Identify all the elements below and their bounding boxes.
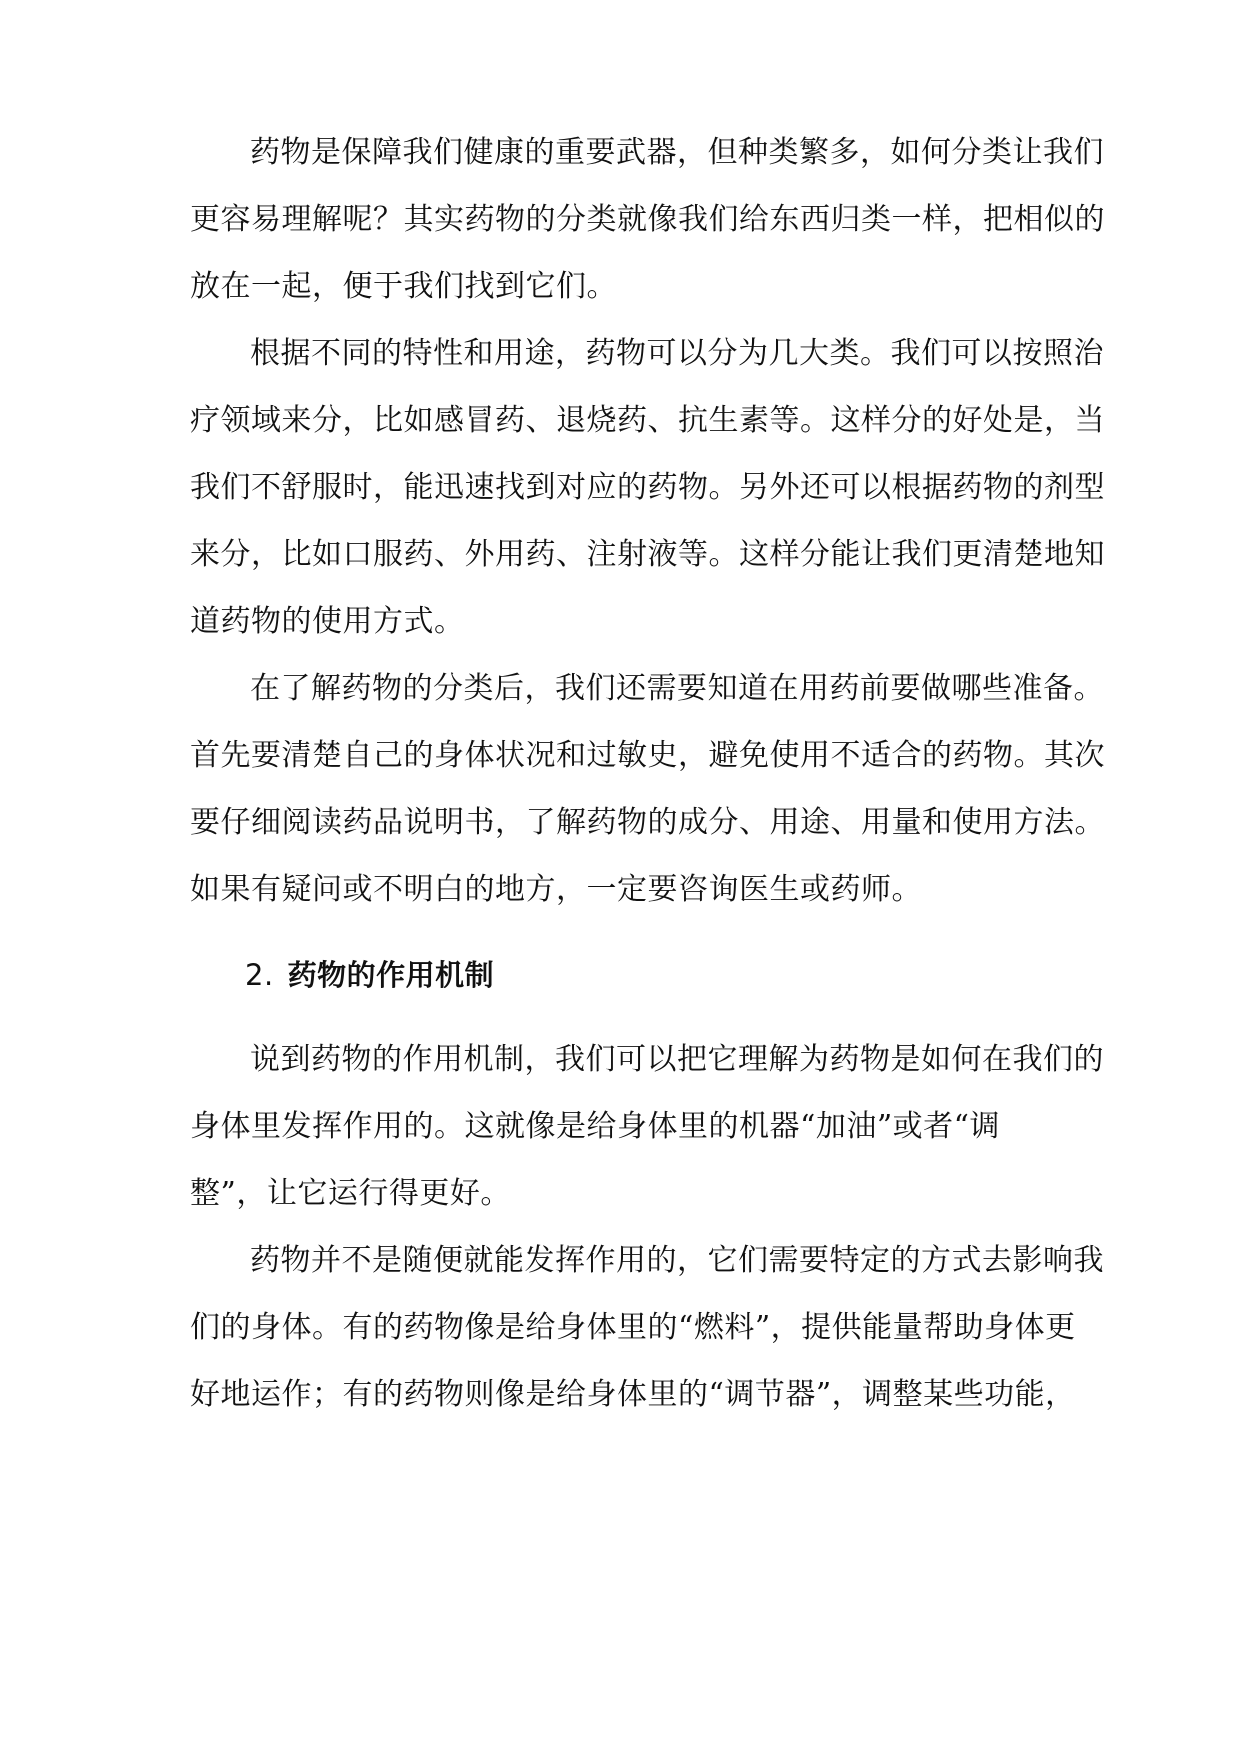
paragraph-5-line-2: 们的身体。有的药物像是给身体里的“燃料”，提供能量帮助身体更 [190, 1310, 1076, 1345]
section-number: 2. [245, 958, 274, 992]
paragraph-2-line-4: 来分，比如口服药、外用药、注射液等。这样分能让我们更清楚地知 [190, 537, 1105, 572]
paragraph-4-line-3: 整”，让它运行得更好。 [190, 1176, 511, 1211]
paragraph-3-line-3: 要仔细阅读药品说明书，了解药物的成分、用途、用量和使用方法。 [190, 805, 1105, 840]
paragraph-5-line-1: 药物并不是随便就能发挥作用的，它们需要特定的方式去影响我 [250, 1243, 1104, 1278]
paragraph-3-line-4: 如果有疑问或不明白的地方，一定要咨询医生或药师。 [190, 872, 922, 907]
paragraph-2-line-3: 我们不舒服时，能迅速找到对应的药物。另外还可以根据药物的剂型 [190, 470, 1105, 505]
paragraph-3-line-1: 在了解药物的分类后，我们还需要知道在用药前要做哪些准备。 [250, 671, 1104, 706]
section-heading [245, 955, 1115, 995]
paragraph-4-line-2: 身体里发挥作用的。这就像是给身体里的机器“加油”或者“调 [190, 1109, 1001, 1144]
paragraph-2-line-1: 根据不同的特性和用途，药物可以分为几大类。我们可以按照治 [250, 336, 1104, 371]
section-title: 药物的作用机制 [287, 958, 495, 992]
paragraph-5-line-3: 好地运作；有的药物则像是给身体里的“调节器”，调整某些功能， [190, 1377, 1076, 1412]
paragraph-1-line-1: 药物是保障我们健康的重要武器，但种类繁多，如何分类让我们 [250, 135, 1104, 170]
paragraph-1-line-3: 放在一起，便于我们找到它们。 [190, 269, 617, 304]
paragraph-4-line-1: 说到药物的作用机制，我们可以把它理解为药物是如何在我们的 [250, 1042, 1104, 1077]
paragraph-1-line-2: 更容易理解呢？其实药物的分类就像我们给东西归类一样，把相似的 [190, 202, 1105, 237]
paragraph-3-line-2: 首先要清楚自己的身体状况和过敏史，避免使用不适合的药物。其次 [190, 738, 1105, 773]
paragraph-2-line-5: 道药物的使用方式。 [190, 604, 465, 639]
paragraph-2-line-2: 疗领域来分，比如感冒药、退烧药、抗生素等。这样分的好处是，当 [190, 403, 1105, 438]
